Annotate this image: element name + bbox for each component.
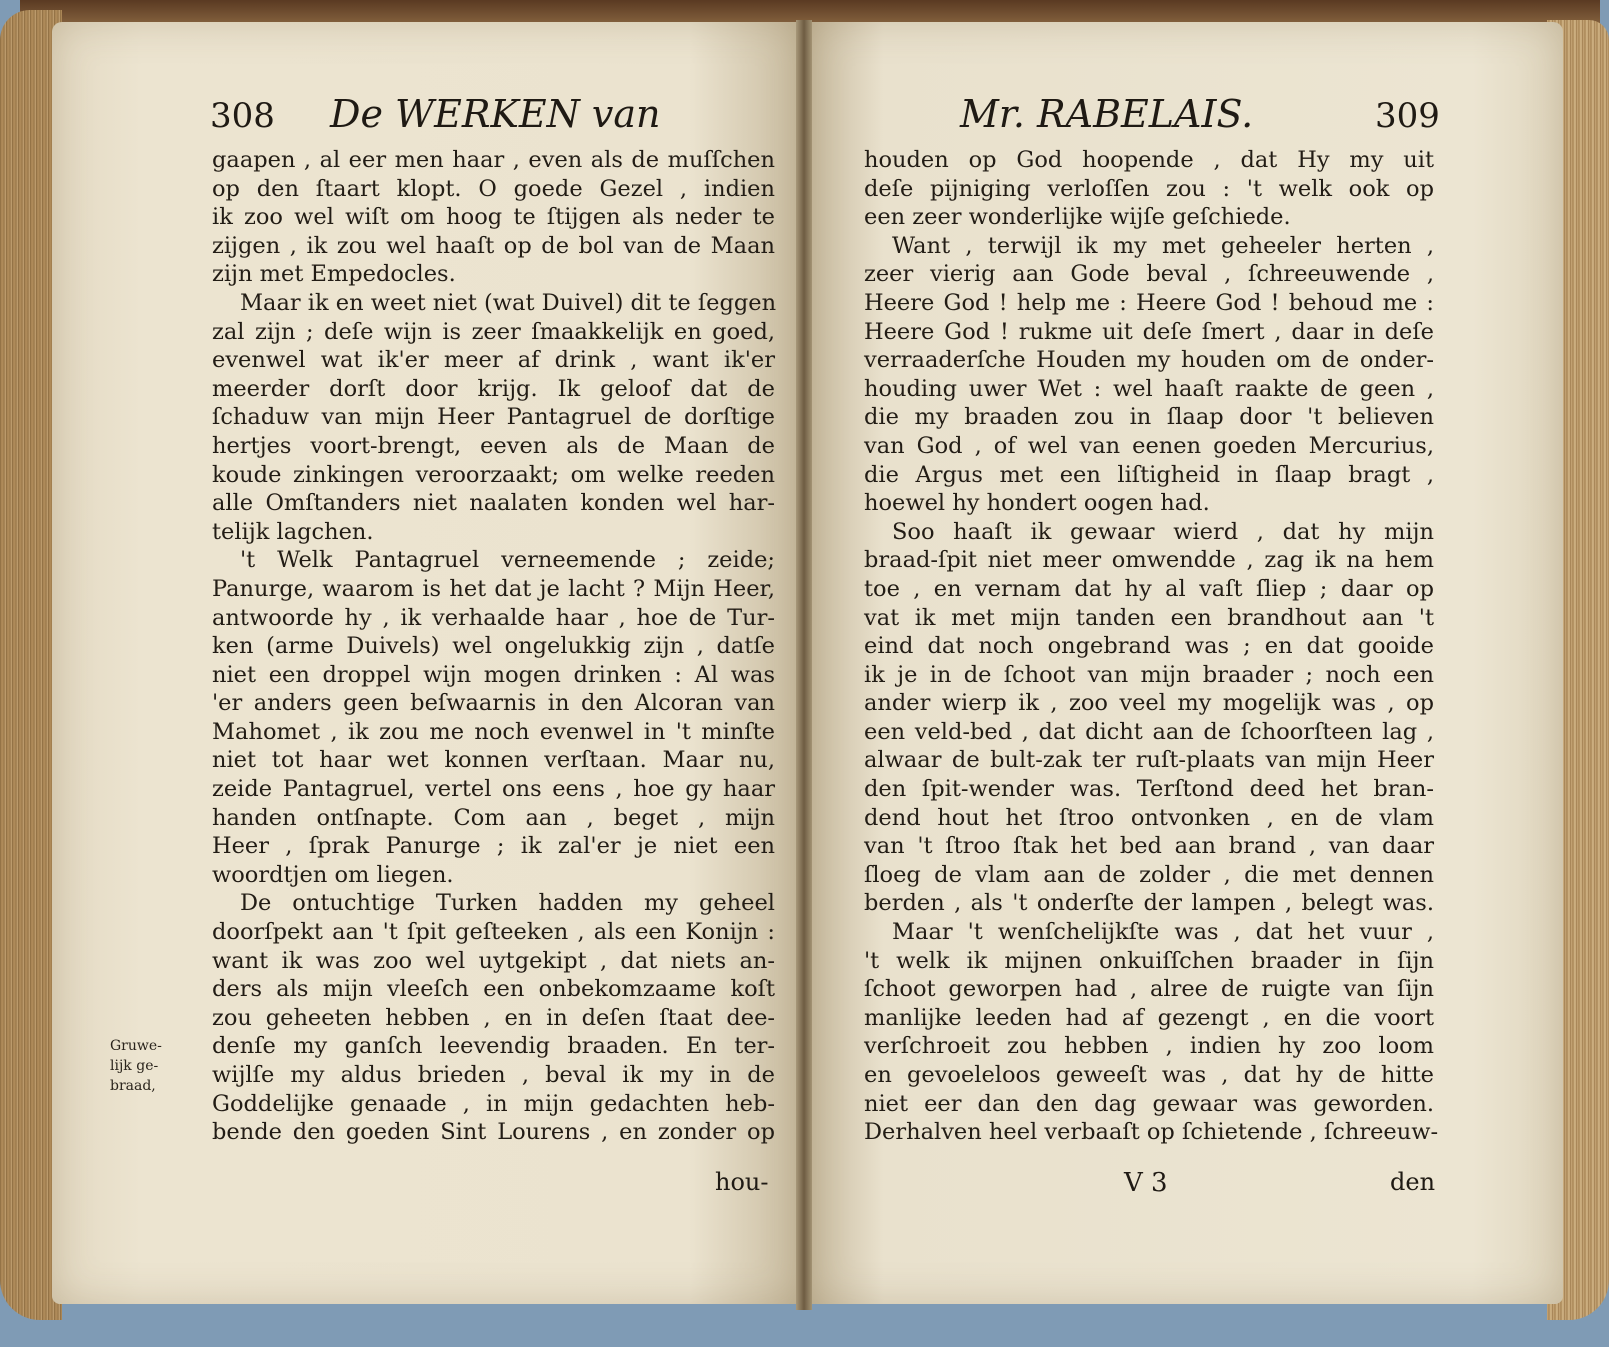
text-line: hoewel hy hondert oogen had. — [864, 490, 1210, 517]
text-line: braad-ſpit niet meer omwendde , zag ik na hem — [864, 547, 1434, 574]
text-line: zeide Pantagruel, vertel ons eens , hoe gy haar — [212, 776, 775, 803]
text-line: ſloeg de vlam aan de zolder , die met dennen — [864, 861, 1434, 888]
text-line: houden op God hoopende , dat Hy my uit — [864, 147, 1434, 173]
margin-note — [110, 1036, 190, 1096]
signature-mark: V 3 — [1124, 1168, 1168, 1198]
text-line: Maar ik en weet niet (wat Duivel) dit te ſeggen — [240, 289, 777, 316]
text-line: verſchroeit zou hebben , indien hy zoo loom — [864, 1033, 1434, 1060]
text-line: Heere God ! help me : Heere God ! behoud me : — [864, 289, 1434, 316]
text-line: van 't ſtroo ſtak het bed aan brand , van daar — [864, 833, 1434, 860]
text-line: hertjes voort-brengt, eeven als de Maan de — [212, 432, 775, 459]
text-line: alle Omſtanders niet naalaten konden wel har- — [212, 490, 775, 517]
text-line: woordtjen om liegen. — [212, 861, 454, 888]
left-page-text — [212, 146, 775, 1147]
text-line: dend hout het ſtroo ontvonken , en de vlam — [864, 804, 1434, 831]
right-page-number: 309 — [1375, 96, 1440, 136]
left-page-number: 308 — [210, 96, 275, 136]
text-line: zijgen , ik zou wel haaſt op de bol van de Maan — [212, 232, 775, 259]
text-line: antwoorde hy , ik verhaalde haar , hoe de Tur- — [212, 604, 775, 631]
text-line: zou geheeten hebben , en in deſen ſtaat dee- — [212, 1004, 775, 1031]
text-line: evenwel wat ik'er meer af drink , want ik'er — [212, 347, 775, 374]
text-line: De ontuchtige Turken hadden my geheel — [240, 890, 775, 917]
text-line: Soo haaſt ik gewaar wierd , dat hy mijn — [892, 518, 1434, 545]
margin-note-line: lijk ge- — [110, 1058, 159, 1074]
right-running-title: Mr. RABELAIS. — [960, 92, 1254, 136]
text-line: van God , of wel van eenen goeden Mercurius, — [864, 432, 1434, 459]
right-running-head — [960, 82, 1440, 142]
text-line: een zeer wonderlijke wijſe geſchiede. — [864, 204, 1291, 231]
right-catchword: den — [1390, 1168, 1436, 1196]
book-gutter — [796, 20, 812, 1310]
text-line: die Argus met een liſtigheid in ſlaap bragt , — [864, 461, 1434, 488]
text-line: want ik was zoo wel uytgekipt , dat niets an- — [212, 947, 775, 974]
margin-note-line: braad, — [110, 1078, 156, 1094]
margin-note-line: Gruwe- — [110, 1038, 162, 1054]
text-line: den ſpit-wender was. Terſtond deed het bran- — [864, 776, 1434, 803]
text-line: houding uwer Wet : wel haaſt raakte de geen , — [864, 375, 1434, 402]
text-line: Maar 't wenſchelijkſte was , dat het vuur , — [892, 919, 1434, 946]
text-line: zal zijn ; deſe wijn is zeer ſmaakkelijk en goed, — [212, 318, 775, 345]
text-line: denſe my ganſch leevendig braaden. En ter- — [212, 1033, 775, 1060]
text-line: koude zinkingen veroorzaakt; om welke reeden — [212, 461, 775, 488]
text-line: handen ontſnapte. Com aan , beget , mijn — [212, 804, 775, 831]
text-line: alwaar de bult-zak ter ruſt-plaats van mijn Heer — [864, 747, 1434, 774]
text-line: op den ſtaart klopt. O goede Gezel , indien — [212, 175, 775, 202]
text-line: Heer , ſprak Panurge ; ik zal'er je niet een — [212, 833, 775, 860]
text-line: vat ik met mijn tanden een brandhout aan 't — [864, 604, 1434, 631]
text-line: 't welk ik mijnen onkuiſſchen braader in ſijn — [864, 947, 1434, 974]
text-line: 'er anders geen beſwaarnis in den Alcoran van — [212, 690, 775, 717]
text-line: deſe pijniging verloſſen zou : 't welk ook op — [864, 175, 1434, 202]
text-line: meerder dorſt door krijg. Ik geloof dat de — [212, 375, 775, 402]
text-line: niet een droppel wijn mogen drinken : Al was — [212, 661, 775, 688]
text-line: Goddelijke genaade , in mijn gedachten heb- — [212, 1090, 775, 1117]
text-line: en gevoeleloos geweeſt was , dat hy de hitte — [864, 1062, 1434, 1088]
text-line: een veld-bed , dat dicht aan de ſchoorſteen lag , — [864, 718, 1434, 745]
text-line: ik je in de ſchoot van mijn braader ; noch een — [864, 661, 1434, 688]
text-line: ik zoo wel wiſt om hoog te ſtijgen als neder te — [212, 204, 775, 231]
text-line: gaapen , al eer men haar , even als de muſſchen — [212, 147, 775, 173]
text-line: verraaderſche Houden my houden om de onder- — [864, 347, 1434, 374]
text-line: niet eer dan den dag gewaar was geworden. — [864, 1090, 1434, 1117]
text-line: 't Welk Pantagruel verneemende ; zeide; — [240, 547, 775, 574]
text-line: bende den goeden Sint Lourens , en zonder op — [212, 1119, 775, 1146]
text-line: Want , terwijl ik my met geheeler herten , — [892, 232, 1434, 259]
text-line: Mahomet , ik zou me noch evenwel in 't minſte — [212, 718, 775, 745]
text-line: zeer vierig aan Gode beval , ſchreeuwende , — [864, 261, 1434, 288]
text-line: toe , en vernam dat hy al vaſt ſliep ; daar op — [864, 575, 1434, 602]
text-line: die my braaden zou in ſlaap door 't believen — [864, 404, 1434, 431]
text-line: ander wierp ik , zoo veel my mogelijk was , op — [864, 690, 1434, 717]
text-line: manlijke leeden had af gezengt , en die voort — [864, 1004, 1434, 1031]
text-line: ſchaduw van mijn Heer Pantagruel de dorſtige — [212, 404, 775, 431]
text-line: ſchoot geworpen had , alree de ruigte van ſijn — [864, 976, 1434, 1003]
right-page-text — [864, 146, 1439, 1147]
text-line: eind dat noch ongebrand was ; en dat gooide — [864, 633, 1434, 660]
left-running-title: De WERKEN van — [330, 92, 661, 136]
left-catchword: hou- — [715, 1168, 769, 1196]
text-line: ken (arme Duivels) wel ongelukkig zijn , datſe — [212, 633, 775, 660]
text-line: wijlſe my aldus brieden , beval ik my in de — [212, 1062, 775, 1088]
text-line: niet tot haar wet konnen verſtaan. Maar nu, — [212, 747, 775, 774]
text-line: Heere God ! rukme uit deſe ſmert , daar in deſe — [864, 318, 1434, 345]
text-line: ders als mijn vleeſch een onbekomzaame koſt — [212, 976, 775, 1003]
text-line: telijk lagchen. — [212, 518, 374, 545]
text-line: Panurge, waarom is het dat je lacht ? Mijn Heer, — [212, 575, 775, 602]
text-line: Derhalven heel verbaaſt op ſchietende , ſchreeuw- — [864, 1119, 1439, 1146]
text-line: berden , als 't onderſte der lampen , belegt was. — [864, 890, 1434, 917]
text-line: zijn met Empedocles. — [212, 261, 456, 288]
text-line: doorſpekt aan 't ſpit geſteeken , als een Konijn : — [212, 919, 775, 946]
left-running-head — [210, 82, 770, 142]
